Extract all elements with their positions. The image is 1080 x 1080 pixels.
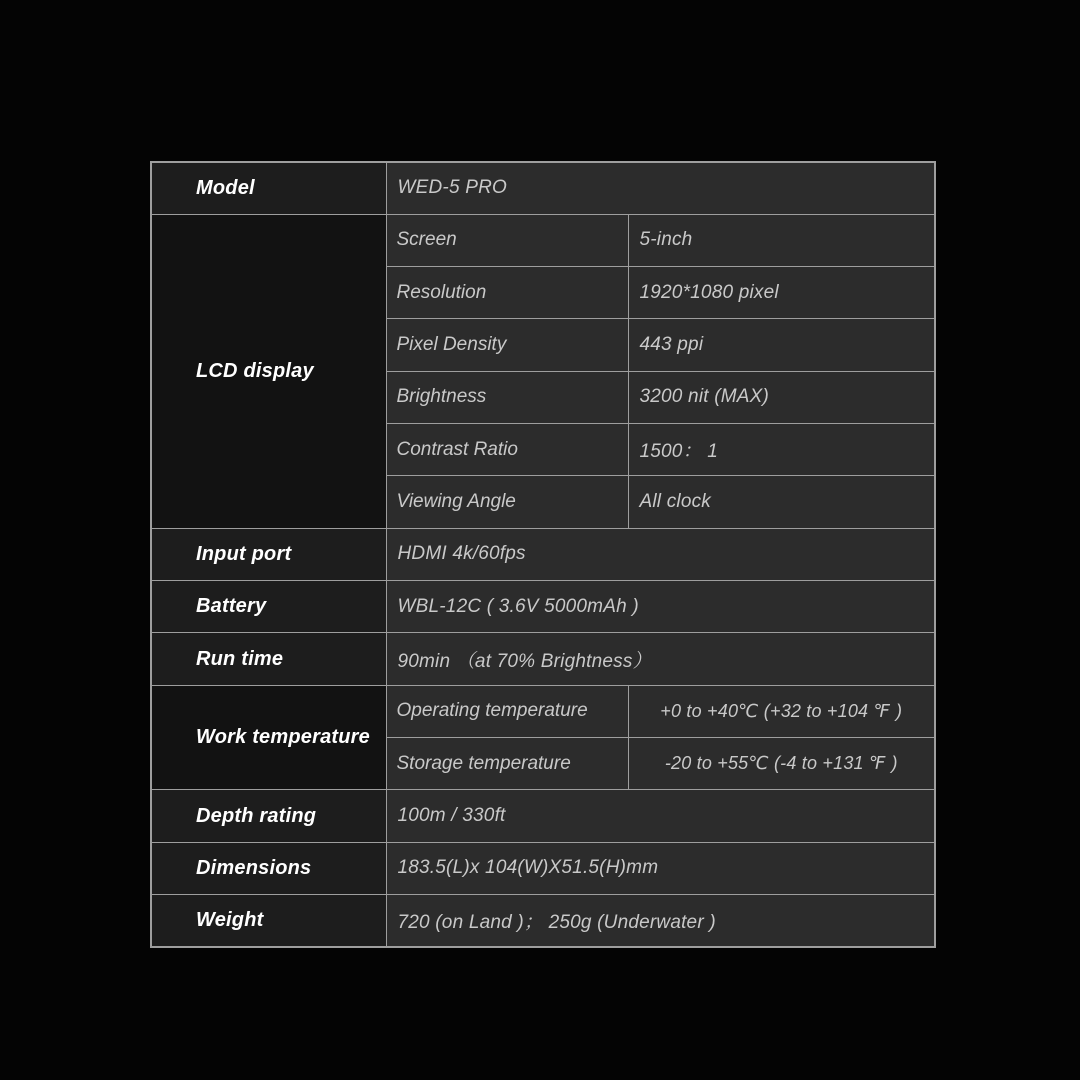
spec-table-container [150, 161, 936, 948]
sub-value-screen: 5-inch [628, 214, 935, 266]
sub-label-operating-temperature: Operating temperature [386, 685, 628, 737]
row-label-work-temperature: Work temperature [151, 685, 386, 790]
row-label-run-time: Run time [151, 633, 386, 685]
row-value-input-port: HDMI 4k/60fps [386, 528, 935, 580]
sub-label-pixel-density: Pixel Density [386, 319, 628, 371]
sub-value-storage-temperature: -20 to +55℃ (-4 to +131 ℉ ) [628, 738, 935, 790]
table-row-run-time [151, 633, 935, 685]
table-row-weight [151, 895, 935, 947]
row-label-lcd-display: LCD display [151, 214, 386, 528]
row-value-battery: WBL-12C ( 3.6V 5000mAh ) [386, 581, 935, 633]
table-row-operating-temperature [151, 685, 935, 737]
row-label-depth-rating: Depth rating [151, 790, 386, 842]
sub-value-viewing-angle: All clock [628, 476, 935, 528]
row-value-depth-rating: 100m / 330ft [386, 790, 935, 842]
row-label-dimensions: Dimensions [151, 842, 386, 894]
sub-value-brightness: 3200 nit (MAX) [628, 371, 935, 423]
sub-value-contrast-ratio: 1500： 1 [628, 424, 935, 476]
table-row-dimensions [151, 842, 935, 894]
row-value-dimensions: 183.5(L)x 104(W)X51.5(H)mm [386, 842, 935, 894]
sub-value-operating-temperature: +0 to +40℃ (+32 to +104 ℉ ) [628, 685, 935, 737]
sub-label-screen: Screen [386, 214, 628, 266]
sub-label-brightness: Brightness [386, 371, 628, 423]
row-value-weight: 720 (on Land )； 250g (Underwater ) [386, 895, 935, 947]
table-row-battery [151, 581, 935, 633]
sub-label-storage-temperature: Storage temperature [386, 738, 628, 790]
table-row-input-port [151, 528, 935, 580]
table-row-model [151, 162, 935, 214]
row-label-weight: Weight [151, 895, 386, 947]
row-value-run-time: 90min （at 70% Brightness） [386, 633, 935, 685]
row-value-model: WED-5 PRO [386, 162, 935, 214]
sub-label-viewing-angle: Viewing Angle [386, 476, 628, 528]
row-label-battery: Battery [151, 581, 386, 633]
row-label-input-port: Input port [151, 528, 386, 580]
row-label-model: Model [151, 162, 386, 214]
sub-label-resolution: Resolution [386, 267, 628, 319]
table-row-depth-rating [151, 790, 935, 842]
table-row-lcd-screen [151, 214, 935, 266]
sub-value-pixel-density: 443 ppi [628, 319, 935, 371]
sub-label-contrast-ratio: Contrast Ratio [386, 424, 628, 476]
spec-table [150, 161, 936, 948]
sub-value-resolution: 1920*1080 pixel [628, 267, 935, 319]
